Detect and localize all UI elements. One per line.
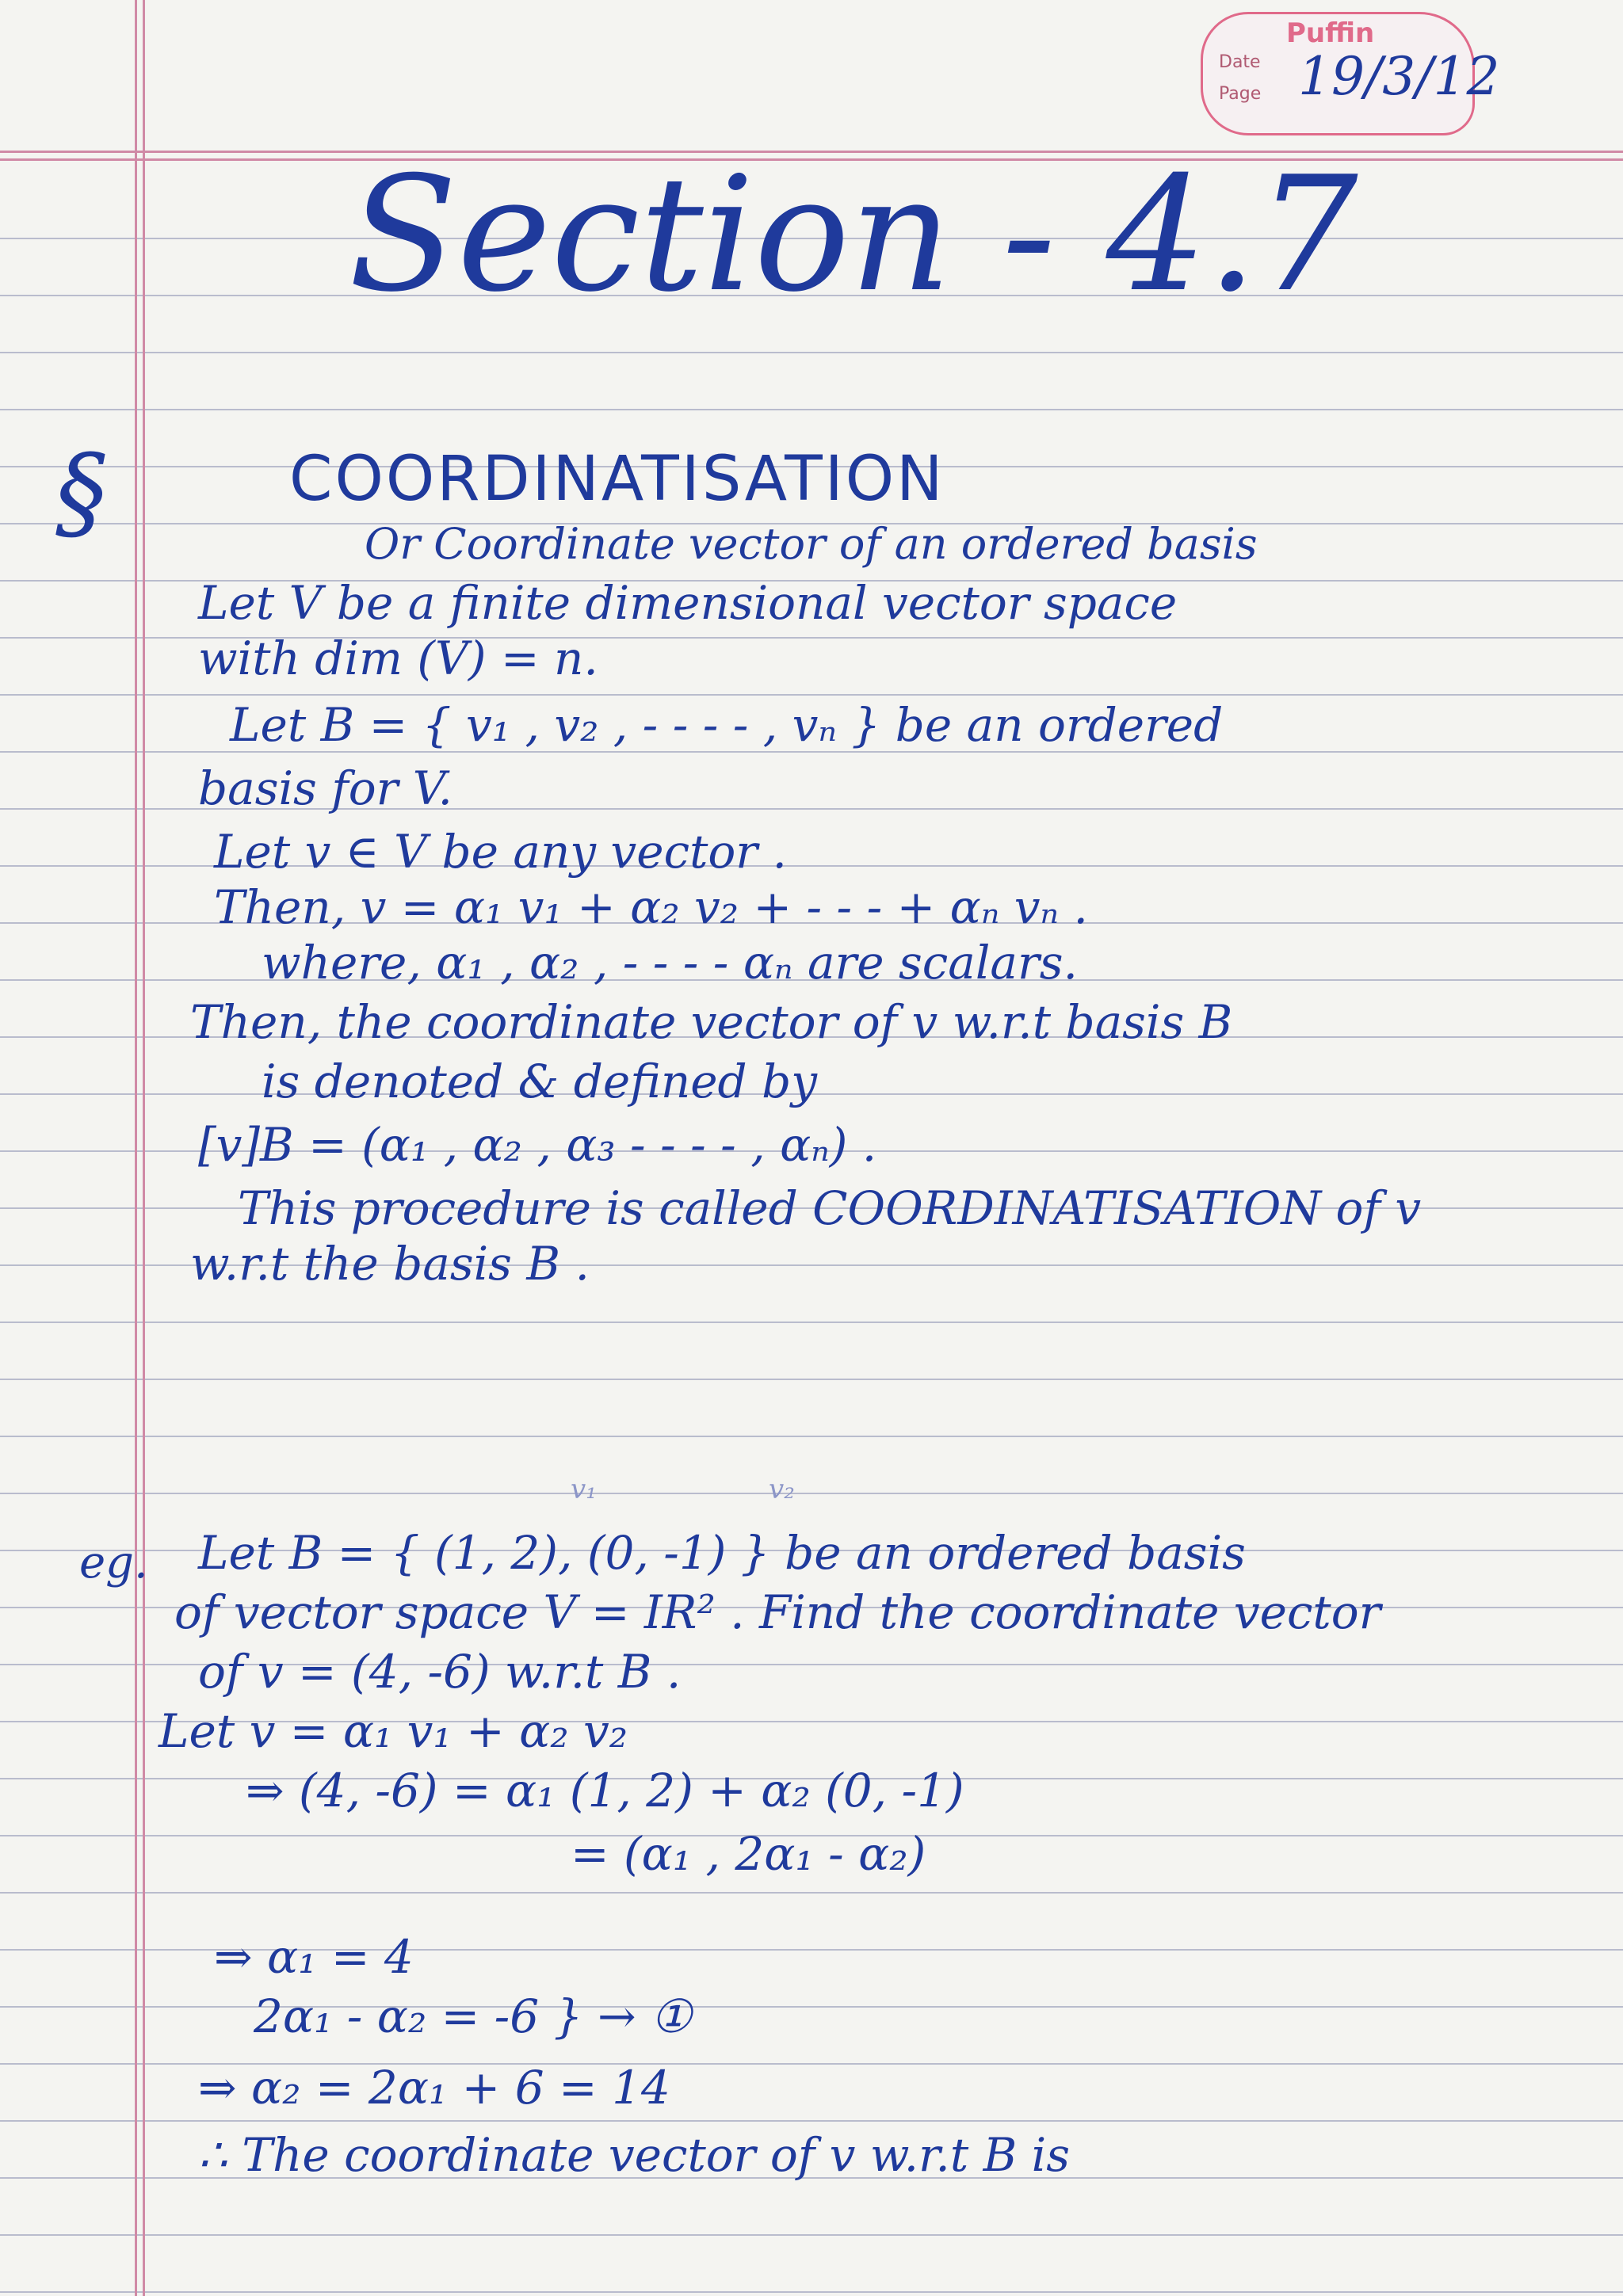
page-title: Section - 4.7 [349, 143, 1358, 327]
example-line: ⇒ (4, -6) = α₁ (1, 2) + α₂ (0, -1) [246, 1764, 964, 1817]
example-line: 2α₁ - α₂ = -6 } → ① [254, 1989, 692, 2043]
notebook-date-stamp [1201, 12, 1500, 135]
text-line: [v]B = (α₁ , α₂ , α₃ - - - - , αₙ) . [198, 1118, 877, 1172]
date-label: Date [1219, 52, 1261, 72]
example-line: of vector space V = IR² . Find the coordinate vector [174, 1585, 1381, 1639]
brand-label: Puffin [1286, 17, 1375, 49]
text-line: where, α₁ , α₂ , - - - - αₙ are scalars. [262, 936, 1078, 990]
text-line: w.r.t the basis B . [190, 1237, 590, 1291]
example-line: = (α₁ , 2α₁ - α₂) [571, 1827, 926, 1881]
text-line: Then, v = α₁ v₁ + α₂ v₂ + - - - + αₙ vₙ . [214, 880, 1088, 934]
example-line: Let B = { (1, 2), (0, -1) } be an ordered basis [198, 1526, 1246, 1580]
text-line: This procedure is called COORDINATISATION of v [238, 1181, 1422, 1235]
example-line: ⇒ α₂ = 2α₁ + 6 = 14 [198, 2061, 670, 2115]
text-line: basis for V. [198, 761, 453, 815]
text-line: Let V be a finite dimensional vector space [198, 576, 1178, 630]
margin-line [135, 0, 137, 2296]
example-line: of v = (4, -6) w.r.t B . [198, 1645, 682, 1699]
text-line: with dim (V) = n. [198, 631, 598, 685]
annotation-v1: v₁ [571, 1474, 597, 1505]
page-label: Page [1219, 84, 1262, 104]
text-line: Or Coordinate vector of an ordered basis [365, 519, 1258, 569]
margin-line [143, 0, 145, 2296]
annotation-v2: v₂ [769, 1474, 795, 1505]
example-line: ∴ The coordinate vector of v w.r.t B is [198, 2128, 1070, 2182]
section-sign-icon: § [55, 432, 107, 552]
example-line: ⇒ α₁ = 4 [214, 1930, 414, 1984]
text-line: Let v ∈ V be any vector . [214, 825, 787, 879]
text-line: is denoted & defined by [262, 1055, 818, 1108]
date-value: 19/3/12 [1298, 46, 1500, 107]
section-heading: COORDINATISATION [289, 444, 945, 515]
example-line: Let v = α₁ v₁ + α₂ v₂ [158, 1704, 628, 1758]
text-line: Then, the coordinate vector of v w.r.t basis B [190, 995, 1233, 1049]
example-marker: eg. [79, 1537, 148, 1589]
text-line: Let B = { v₁ , v₂ , - - - - , vₙ } be an ordered [230, 698, 1224, 752]
